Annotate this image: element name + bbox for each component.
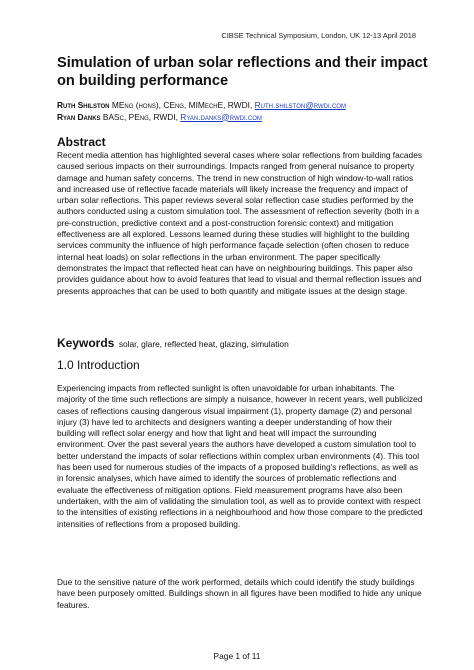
introduction-heading: 1.0 Introduction bbox=[57, 358, 140, 372]
page-number: Page 1 of 11 bbox=[213, 651, 261, 661]
abstract-heading: Abstract bbox=[57, 135, 106, 149]
author-name: Ryan Danks bbox=[57, 111, 101, 122]
keywords-label: Keywords bbox=[57, 336, 115, 350]
author-credentials: MEng (hons), CEng, MIMechE, RWDI, bbox=[109, 100, 255, 110]
intro-paragraph: Experiencing impacts from reflected sunlight is often unavoidable for urban inhabitants. The majority of the time such reflections are simply a nuisance, however in recent years, well publicized cases of reflections causing dangerous visual impairment (1), property damage (2) and personal injury (3) have led to architects and designers wanting a deeper understanding of how their building will reflect solar energy and how that light and heat will impact the surrounding environment. Over the past several years the authors have developed a custom simulation tool to better understand the impacts of solar reflections within complex urban environments (4). This tool has been used for numerous studies of the impacts of a proposed building's reflections, as well as in forensic analyses, which have aimed to identify the sources of problematic reflections and evaluate the effectiveness of mitigation options. Field measurement programs have also been undertaken, with the aim of validating the simulation tool, as well as to provide context with respect to the intensities of existing reflections in a neighbourhood and how those compare to the predicted intensities of reflections from a proposed building. bbox=[57, 383, 423, 529]
author-block bbox=[57, 100, 437, 123]
conference-header: CIBSE Technical Symposium, London, UK 12-13 April 2018 bbox=[221, 31, 416, 40]
paper-title: Simulation of urban solar reflections and their impact on building performance bbox=[57, 55, 428, 89]
author-email-link[interactable]: Ryan.danks@rwdi.com bbox=[180, 111, 262, 122]
keywords-line bbox=[57, 334, 427, 352]
intro-paragraph: Due to the sensitive nature of the work performed, details which could identify the study buildings have been purposely omitted. Buildings shown in all figures have been modified to hide any unique features. bbox=[57, 577, 422, 610]
keywords-text: solar, glare, reflected heat, glazing, simulation bbox=[118, 339, 289, 349]
author-name: Ruth Shilston bbox=[57, 100, 110, 110]
author-line bbox=[57, 100, 437, 112]
author-email-link[interactable]: Ruth.shilston@rwdi.com bbox=[254, 100, 346, 110]
author-credentials: BASc, PEng, RWDI, bbox=[100, 111, 181, 122]
author-line bbox=[57, 112, 437, 124]
abstract-text: Recent media attention has highlighted several cases where solar reflections from building facades caused serious impacts on their surroundings. Impacts ranged from general nuisance to property damage and human safety concerns. The trend in new construction of high window-to-wall ratios and increased use of reflective facade materials will likely increase the frequency and impact of urban solar reflections. This paper reviews several solar reflection case studies performed by the authors conducted using a custom simulation tool. The assessment of reflection severity (both in a pre-construction, predictive context and a post-construction forensic context) and mitigation effectiveness are all explored. Lessons learned during these studies will highlight to the building services community the influence of high performance façade selection (often chosen to reduce internal heat loads) on solar reflections in the urban environment. The paper specifically demonstrates the impact that reflected heat can have on neighbouring buildings. This paper also provides guidance about how to avoid features that lead to visual and thermal reflection issues and presents approaches that can be used to both quantify and mitigate issues at the design stage. bbox=[57, 150, 423, 296]
